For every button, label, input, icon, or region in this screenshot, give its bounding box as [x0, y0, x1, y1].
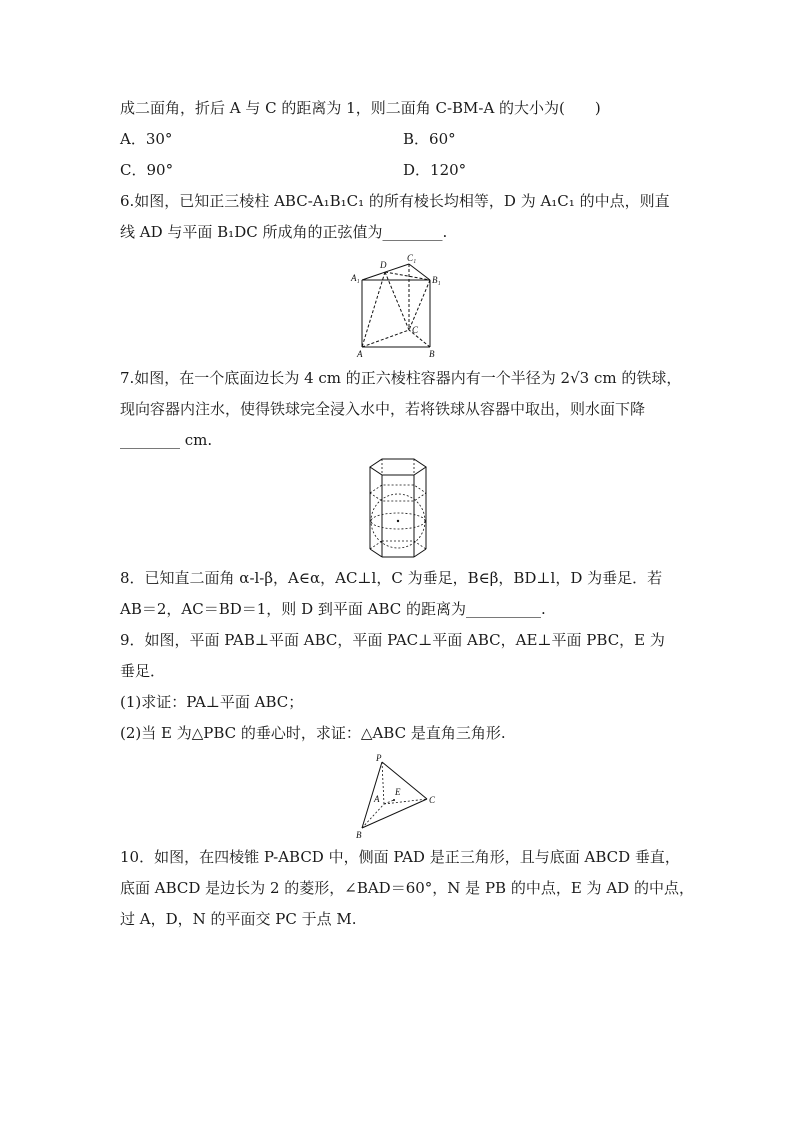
- q7-stem-line3: ________ cm.: [120, 431, 213, 449]
- q7-stem-line2: 现向容器内注水，使得铁球完全浸入水中，若将铁球从容器中取出，则水面下降: [120, 400, 646, 418]
- tetrahedron-figure: [352, 752, 440, 840]
- q9-part-1: (1)求证：PA⊥平面 ABC；: [120, 693, 304, 711]
- hexagonal-prism-sphere-figure: [362, 455, 434, 560]
- label-b1: B₁: [432, 275, 441, 285]
- label-b: B: [429, 349, 435, 359]
- q5-option-c: C．90°: [120, 161, 174, 179]
- q5-option-b: B．60°: [403, 130, 456, 148]
- label-p: P: [376, 753, 382, 763]
- q10-stem-line2: 底面 ABCD 是边长为 2 的菱形，∠BAD＝60°，N 是 PB 的中点，E 为 AD 的中点，: [120, 879, 694, 897]
- q7-stem-line1: 7.如图，在一个底面边长为 4 cm 的正六棱柱容器内有一个半径为 2√3 cm 的铁球，: [120, 369, 682, 387]
- label-c: C: [429, 795, 436, 805]
- q6-stem-line1: 6.如图，已知正三棱柱 ABC-A₁B₁C₁ 的所有棱长均相等，D 为 A₁C₁ 的中点，则直: [120, 192, 670, 210]
- label-e: E: [395, 787, 401, 797]
- q10-stem-line1: 10．如图，在四棱锥 P-ABCD 中，侧面 PAD 是正三角形，且与底面 ABCD 垂直，: [120, 848, 680, 866]
- triangular-prism-figure: [345, 250, 445, 360]
- q6-stem-line2: 线 AD 与平面 B₁DC 所成角的正弦值为________.: [120, 223, 448, 241]
- label-a: A: [374, 794, 380, 804]
- q9-stem-line1: 9．如图，平面 PAB⊥平面 ABC，平面 PAC⊥平面 ABC，AE⊥平面 PBC，E 为: [120, 631, 665, 649]
- label-b: B: [356, 830, 362, 840]
- label-a: A: [357, 349, 363, 359]
- q10-stem-line3: 过 A，D，N 的平面交 PC 于点 M.: [120, 910, 357, 928]
- q9-stem-line2: 垂足．: [120, 662, 166, 680]
- label-c1: C₁: [407, 253, 417, 263]
- q8-stem-line1: 8．已知直二面角 α-l-β，A∈α，AC⊥l，C 为垂足，B∈β，BD⊥l，D 为垂足．若: [120, 569, 663, 587]
- q5-option-a: A．30°: [120, 130, 173, 148]
- label-a1: A₁: [351, 273, 360, 283]
- label-c: C: [412, 325, 419, 335]
- q9-part-2: (2)当 E 为△PBC 的垂心时，求证：△ABC 是直角三角形.: [120, 724, 506, 742]
- label-d: D: [380, 260, 387, 270]
- q8-stem-line2: AB＝2，AC＝BD＝1，则 D 到平面 ABC 的距离为__________.: [120, 600, 546, 618]
- q5-option-d: D．120°: [403, 161, 467, 179]
- q5-stem: 成二面角，折后 A 与 C 的距离为 1，则二面角 C-BM-A 的大小为( ): [120, 99, 601, 117]
